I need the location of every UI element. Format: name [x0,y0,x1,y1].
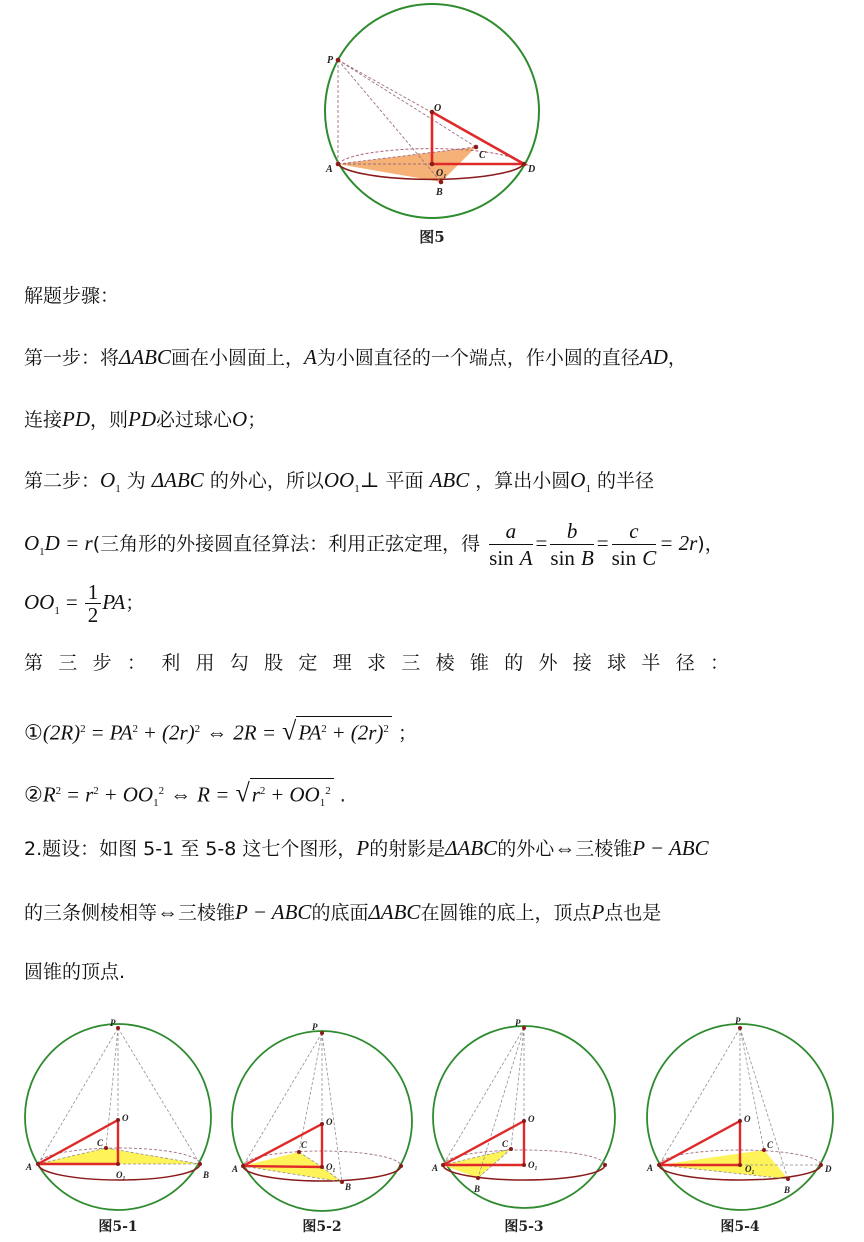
step-2c-line [24,578,144,635]
label-O1: O₁ [528,1160,538,1170]
label-A: A [647,1163,654,1173]
numerator: b [550,518,593,545]
math-triangle-abc: ΔABC [445,836,498,860]
label-O: O [528,1114,535,1124]
formula-2-line [24,774,346,820]
label-D: D [825,1164,832,1174]
var: A [519,545,533,570]
label-P: P [515,1018,521,1028]
superscript: 2 [80,723,86,735]
label-A: A [26,1162,33,1172]
label-O1: O₁ [116,1170,126,1180]
plus: + [144,720,156,745]
math-o: O [232,407,248,431]
math-r: r [85,782,94,807]
var: C [642,545,657,570]
label-D: D [528,164,536,175]
text: 的三条侧棱相等 [24,902,158,924]
step-2b-line [24,515,724,580]
text: 在圆锥的底上，顶点 [420,902,592,924]
denominator: 2 [87,603,99,627]
superscript: 2 [93,785,99,797]
math-triangle-abc: ΔABC [368,900,421,924]
circled-1: ① [24,720,43,745]
math-2r: = 2r [659,531,698,555]
text: 三棱锥 [178,902,236,924]
text: 连接 [24,409,63,431]
sin: sin [489,545,514,570]
math-o: O [100,468,116,492]
math-p-abc: P − ABC [235,900,312,924]
math-pa: PA [109,720,133,745]
label-P: P [312,1022,318,1032]
label-A: A [326,164,333,175]
figure-5-caption: 图5 [419,228,445,246]
math-pd: PD [62,407,91,431]
text: . [339,784,346,807]
figure-5-3 [431,1018,615,1208]
label-B: B [474,1184,481,1194]
text: (三角形的外接圆直径算法：利用正弦定理，得 [92,533,481,555]
figure-5-2-caption: 图5-2 [302,1219,342,1235]
subscript: 1 [54,604,60,617]
label-O: O [744,1114,751,1124]
math-r: r [251,782,260,807]
subscript: 1 [153,797,159,810]
premise-line-1 [24,836,709,861]
label-B: B [784,1185,791,1195]
numerator: 1 [85,581,102,604]
plus: + [271,782,284,807]
math-pa: PA [102,590,126,614]
label-O: O [434,103,442,114]
math-oo: OO [24,590,55,614]
subscript: 1 [39,545,45,558]
equals: = [65,590,78,614]
figure-5-1 [25,1018,211,1210]
math-ad: AD [639,345,668,369]
text: ，则 [90,409,129,431]
label-C: C [502,1139,509,1149]
math: 2R = [233,720,276,745]
label-O: O [326,1117,333,1127]
sin: sin [611,545,637,570]
math-o1d-eq-r: D = r [44,531,93,555]
label-P: P [735,1016,741,1026]
text: 为 [126,470,146,492]
text: 必过球心 [156,409,233,431]
step-3-line: 第三步：利用勾股定理求三棱锥的外接球半径： [24,652,745,674]
equals: = [535,531,548,555]
sqrt-body [250,778,334,815]
numerator: a [489,518,532,545]
text: 平面 [385,470,424,492]
equals: = [91,720,104,745]
superscript: 2 [158,785,165,797]
math: (2r) [161,720,195,745]
sqrt-sign: √ [235,778,250,808]
numerator: c [612,518,657,545]
step-2-prefix: 第二步： [24,470,101,492]
formula-1-line [24,712,417,750]
fraction-c-sinC [612,518,657,572]
equals: = [596,531,609,555]
math-oo: OO [122,782,154,807]
math-o: O [570,468,586,492]
circled-2: ② [24,782,43,807]
superscript: 2 [194,723,201,735]
label-A: A [432,1163,439,1173]
fraction-b-sinB [550,518,593,572]
math-pd: PD [128,407,157,431]
label-B: B [436,187,443,198]
subscript: 1 [354,482,360,495]
fraction-half [85,581,102,626]
figures-bottom-diagrams [0,1010,864,1215]
label-P: P [110,1018,116,1028]
superscript: 2 [132,723,139,735]
equals: = [67,782,80,807]
premise-line-3: 圆锥的顶点. [24,961,126,983]
iff-symbol: ⇔ [170,782,192,807]
var: B [580,545,594,570]
sqrt-body [296,716,392,745]
math-a: A [304,345,317,369]
text: ，算出小圆 [475,470,571,492]
premise-line-2 [24,900,661,925]
label-C: C [479,150,486,161]
iff-symbol: ⇔ [554,836,576,860]
figure-5-2 [231,1022,412,1211]
superscript: 2 [55,785,62,797]
superscript: 2 [383,723,389,735]
math: (2r) [350,720,384,745]
plus: + [332,720,345,745]
text: 的底面 [311,902,369,924]
math-triangle-abc: ΔABC [151,468,204,492]
label-C: C [767,1140,774,1150]
label-O: O [122,1113,129,1123]
iff-symbol: ⇔ [157,900,179,924]
figure-5-4-caption: 图5-4 [720,1219,760,1235]
math-p: P [356,836,370,860]
sqrt-sign: √ [282,716,297,746]
label-A: A [232,1164,239,1174]
text: 为小圆直径的一个端点，作小圆的直径 [316,347,640,369]
label-P: P [327,55,334,66]
sin: sin [550,545,575,570]
subscript: 1 [319,797,326,810]
text: 的外心 [497,838,555,860]
math-triangle-abc: ΔABC [119,345,172,369]
text: ； [397,722,417,745]
math-o: O [24,531,40,555]
math-abc: ABC [429,468,470,492]
text: ， [667,347,687,369]
text: 的半径 [597,470,655,492]
math: R = [197,782,230,807]
superscript: 2 [321,723,327,735]
text: 画在小圆面上， [171,347,305,369]
step-1-prefix: 第一步：将 [24,347,120,369]
text: ； [247,409,267,431]
plus: + [104,782,117,807]
step-1b-line [24,407,266,432]
label-C: C [301,1140,308,1150]
label-O1: O₁ [745,1164,755,1174]
subscript: 1 [585,482,591,495]
text: )， [697,533,724,555]
superscript: 2 [259,785,266,797]
figure-5-1-caption: 图5-1 [98,1219,138,1235]
text: 的射影是 [369,838,446,860]
text: 三棱锥 [575,838,633,860]
fraction-a-sinA [489,518,532,572]
label-C: C [97,1138,104,1148]
math-p-abc: P − ABC [632,836,709,860]
steps-heading: 解题步骤： [24,285,120,307]
text: ； [125,592,145,614]
iff-symbol: ⇔ [206,720,228,745]
figure-5-3-caption: 图5-3 [504,1219,544,1235]
figure-5-4 [646,1016,833,1210]
math-oo: OO [289,782,320,807]
math-oo: OO [323,468,355,492]
math-pa: PA [298,720,322,745]
label-B: B [203,1170,210,1180]
math-r: R [42,782,56,807]
figure-5-diagram [310,0,550,228]
step-1-line [24,345,687,370]
math: (2R) [42,720,81,745]
label-O1: O₁ [326,1162,336,1172]
superscript: 2 [325,785,331,797]
subscript: 1 [115,482,121,495]
text: 的外心，所以 [209,470,324,492]
text: 2.题设：如图 5-1 至 5-8 这七个图形， [24,838,357,860]
step-2-line [24,468,654,501]
math-p: P [591,900,605,924]
label-O1: O₁ [436,168,447,179]
text: 点也是 [604,902,662,924]
perp-symbol: ⊥ [359,468,380,492]
label-B: B [345,1182,352,1192]
